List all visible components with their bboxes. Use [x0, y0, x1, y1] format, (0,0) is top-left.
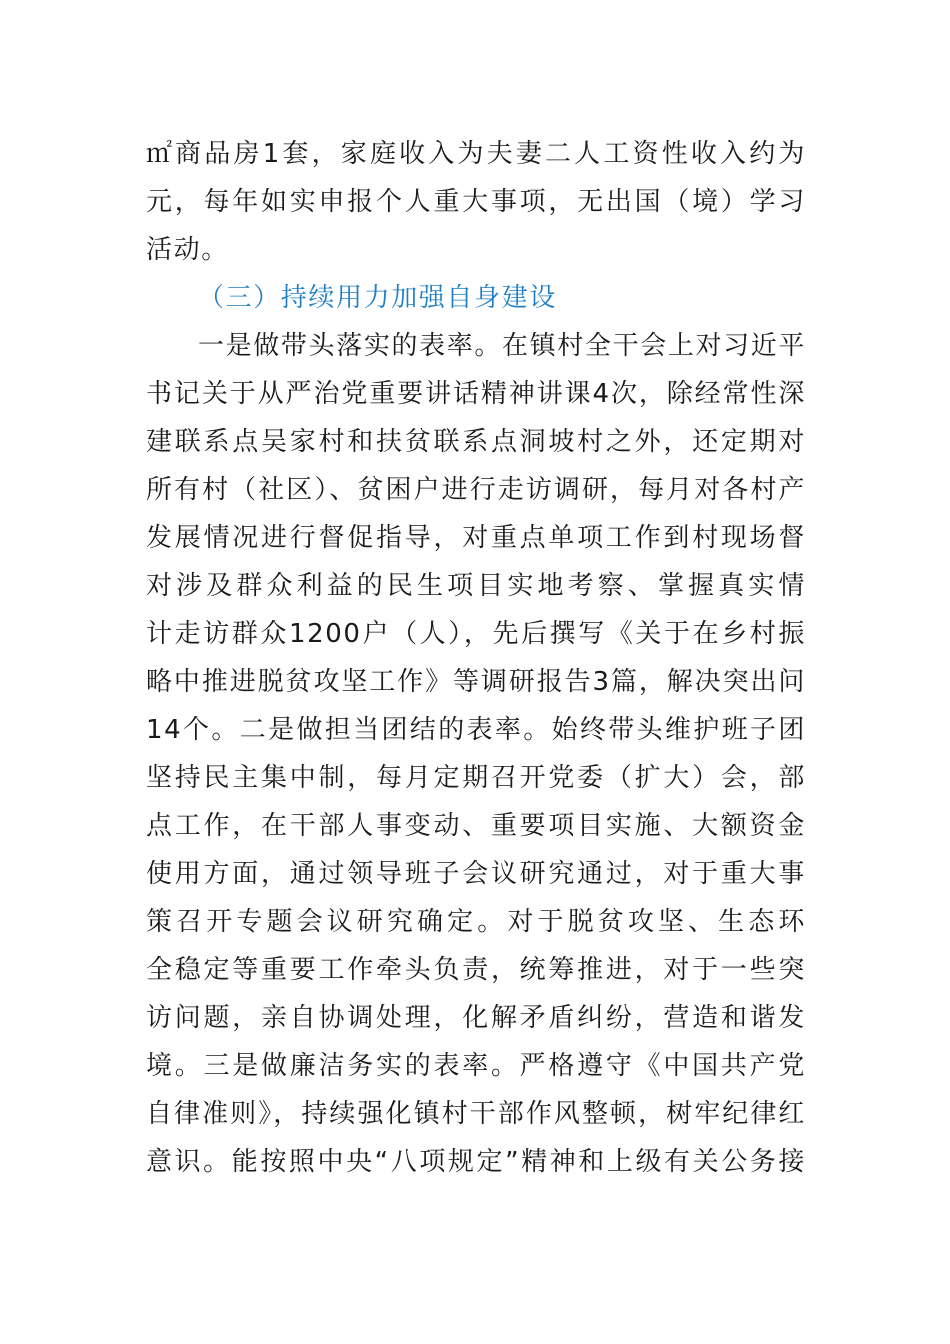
- paragraph-1-line-1: ㎡商品房1套，家庭收入为夫妻二人工资性收入约为: [146, 139, 806, 169]
- paragraph-2-line-8: 略中推进脱贫攻坚工作》等调研报告3篇，解决突出问: [146, 667, 806, 697]
- paragraph-2-line-6: 对涉及群众利益的民生项目实地考察、掌握真实情: [146, 571, 806, 601]
- paragraph-2-line-14: 全稳定等重要工作牵头负责，统筹推进，对于一些突: [146, 955, 806, 985]
- paragraph-2-line-13: 策召开专题会议研究确定。对于脱贫攻坚、生态环: [146, 907, 806, 937]
- paragraph-2-line-17: 自律准则》，持续强化镇村干部作风整顿，树牢纪律红: [146, 1099, 806, 1129]
- paragraph-2-line-1: 一是做带头落实的表率。在镇村全干会上对习近平: [198, 331, 806, 361]
- paragraph-1-line-2: 元，每年如实申报个人重大事项，无出国（境）学习: [146, 187, 806, 217]
- paragraph-2-line-9: 14个。二是做担当团结的表率。始终带头维护班子团: [146, 715, 806, 745]
- paragraph-2-line-10: 坚持民主集中制，每月定期召开党委（扩大）会，部: [146, 763, 806, 793]
- paragraph-2-line-11: 点工作，在干部人事变动、重要项目实施、大额资金: [146, 811, 806, 841]
- paragraph-2-line-3: 建联系点吴家村和扶贫联系点洞坡村之外，还定期对: [146, 427, 806, 457]
- paragraph-2-line-5: 发展情况进行督促指导，对重点单项工作到村现场督: [146, 523, 806, 553]
- paragraph-2-line-4: 所有村（社区）、贫困户进行走访调研，每月对各村产: [146, 475, 806, 505]
- paragraph-2-line-12: 使用方面，通过领导班子会议研究通过，对于重大事: [146, 859, 806, 889]
- paragraph-2-line-2: 书记关于从严治党重要讲话精神讲课4次，除经常性深: [146, 379, 806, 409]
- paragraph-2-line-16: 境。三是做廉洁务实的表率。严格遵守《中国共产党: [146, 1051, 806, 1081]
- document-body: [146, 130, 806, 1186]
- paragraph-1-line-3: 活动。: [146, 235, 229, 265]
- paragraph-2-line-18: 意识。能按照中央“八项规定”精神和上级有关公务接: [146, 1147, 806, 1177]
- paragraph-2-line-7: 计走访群众1200户（人），先后撰写《关于在乡村振: [146, 619, 806, 649]
- section-heading: （三）持续用力加强自身建设: [198, 283, 557, 313]
- paragraph-2-line-15: 访问题，亲自协调处理，化解矛盾纠纷，营造和谐发: [146, 1003, 806, 1033]
